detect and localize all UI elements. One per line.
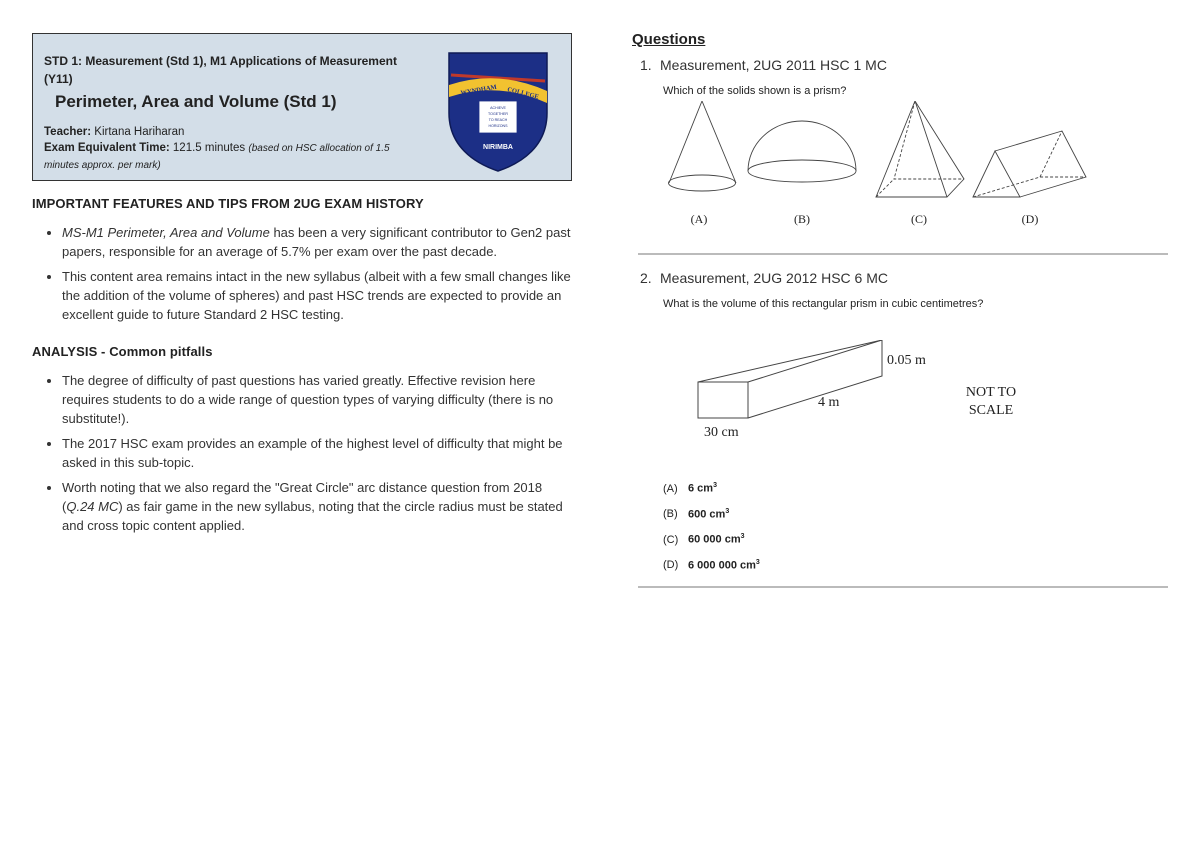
option-letter: (B): [663, 508, 678, 521]
exam-time-line: [44, 140, 424, 174]
answer-options: [663, 482, 1167, 584]
cone-shape: [669, 101, 736, 183]
solids-diagram: [662, 101, 1122, 241]
question-2-title: [640, 270, 1167, 286]
not-to-scale-line1: NOT TO: [965, 385, 1017, 400]
question-1-text: Which of the solids shown is a prism?: [663, 85, 847, 97]
analysis-list: [32, 371, 572, 535]
option-label: (A): [690, 212, 708, 226]
option-letter: (C): [663, 533, 679, 546]
header-box: [32, 33, 572, 181]
prism-front-face: [698, 382, 748, 418]
header-text: [44, 52, 424, 174]
option-label: (D): [1021, 212, 1039, 226]
features-heading: IMPORTANT FEATURES AND TIPS FROM 2UG EXAM HISTORY: [32, 196, 424, 211]
rectangular-prism-diagram: [692, 340, 1092, 450]
divider: [638, 586, 1168, 588]
question-source: Measurement, 2UG 2011 HSC 1 MC: [660, 57, 887, 73]
list-item: [62, 478, 572, 535]
svg-text:TOGETHER: TOGETHER: [488, 112, 508, 116]
option-letter: (A): [663, 482, 678, 495]
answer-option: [663, 508, 1167, 534]
answer-option: [663, 559, 1167, 585]
option-label: (C): [911, 212, 927, 226]
page-title: Perimeter, Area and Volume (Std 1): [55, 92, 337, 111]
question-source: Measurement, 2UG 2012 HSC 6 MC: [660, 270, 888, 286]
right-column: [632, 31, 1167, 588]
exam-time-label: Exam Equivalent Time:: [44, 142, 170, 154]
exam-time-note: (based on HSC allocation of 1.5 minutes approx. per mark): [44, 143, 390, 171]
unit-power: 3: [740, 533, 745, 540]
bullet-italic-topic: MS-M1 Perimeter, Area and Volume: [62, 225, 270, 240]
question-1-title: [640, 57, 1167, 73]
svg-text:NIRIMBA: NIRIMBA: [483, 144, 513, 151]
college-crest-logo: [447, 51, 549, 173]
not-to-scale-line2: SCALE: [968, 403, 1014, 418]
pyramid-shape: [876, 101, 964, 197]
teacher-line: [44, 124, 424, 140]
list-item: [62, 223, 572, 261]
option-value: 6 000 000 cm: [688, 559, 756, 572]
topic-subtitle: STD 1: Measurement (Std 1), M1 Applications of Measurement (Y11): [44, 54, 397, 86]
option-label: (B): [794, 212, 810, 226]
list-item: • The degree of difficulty of past questions has varied greatly. Effective revision here requires students to do a wide range of question types of varying difficulty (there is no substitute!).: [62, 371, 572, 428]
option-value: 600 cm: [688, 508, 726, 521]
teacher-name: Kirtana Hariharan: [94, 126, 185, 138]
option-letter: (D): [663, 559, 679, 572]
svg-text:HORIZONS: HORIZONS: [488, 124, 508, 128]
question-number: 2.: [640, 270, 652, 286]
cone-base: [669, 175, 736, 191]
features-list: [32, 223, 572, 324]
triangular-prism-shape: [973, 131, 1086, 197]
left-column: [32, 33, 572, 541]
unit-power: 3: [755, 558, 760, 566]
svg-text:WYNDHAM: WYNDHAM: [460, 83, 498, 97]
question-2-text: What is the volume of this rectangular prism in cubic centimetres?: [663, 298, 984, 310]
exam-time-value: 121.5 minutes: [172, 142, 246, 154]
unit-power: 3: [725, 507, 730, 515]
questions-heading: Questions: [632, 31, 706, 48]
unit-power: 3: [713, 482, 717, 489]
svg-text:ACHIEVE: ACHIEVE: [490, 106, 506, 110]
bullet-text: ) as fair game in the new syllabus, noting that the circle radius must be stated and cross topic content applied.: [62, 499, 563, 533]
depth-label: 0.05 m: [887, 353, 926, 368]
answer-option: [663, 482, 1167, 508]
svg-text:TO REACH: TO REACH: [488, 118, 508, 122]
prism-top-edge: [748, 340, 882, 382]
list-item: • The 2017 HSC exam provides an example of the highest level of difficulty that might be asked in this sub-topic.: [62, 434, 572, 472]
analysis-heading: ANALYSIS - Common pitfalls: [32, 344, 213, 359]
hemisphere-base: [748, 160, 856, 182]
answer-option: [663, 533, 1167, 559]
question-number: 1.: [640, 57, 652, 73]
svg-text:COLLEGE: COLLEGE: [506, 86, 540, 101]
list-item: • This content area remains intact in the new syllabus (albeit with a few small changes like the addition of the volume of spheres) and past HSC trends are expected to provide an excellent guide to future Standard 2 HSC testing.: [62, 267, 572, 324]
bullet-italic-ref: Q.24 MC: [66, 499, 119, 514]
prism-top-side: [698, 340, 882, 418]
length-label: 4 m: [818, 395, 840, 410]
teacher-label: Teacher:: [44, 126, 92, 138]
bullet-text: Worth noting that we also regard the "Great Circle" arc distance question from 2018 (: [62, 480, 543, 514]
bullet-text: has been a very significant contributor to Gen2 past papers, responsible for an average of 5.7% per exam over the past decade.: [62, 225, 571, 259]
divider: [638, 253, 1168, 255]
width-label: 30 cm: [704, 425, 739, 440]
option-value: 6 cm: [688, 482, 714, 495]
option-value: 60 000 cm: [688, 533, 741, 546]
